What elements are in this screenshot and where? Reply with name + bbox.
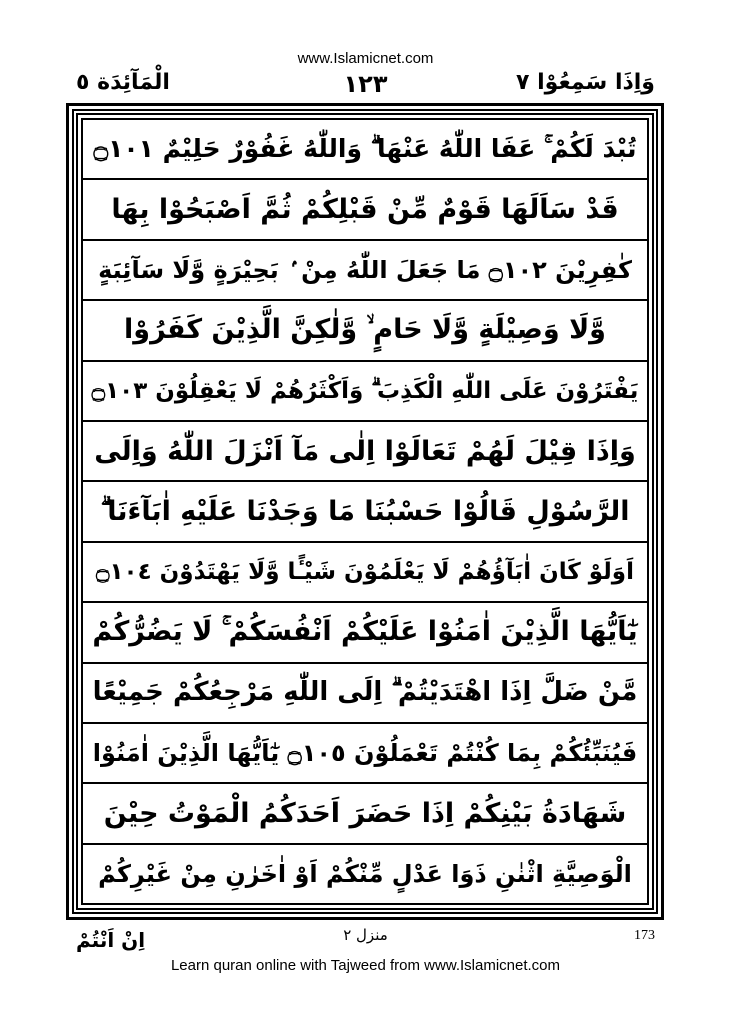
page-frame [66,103,664,920]
quran-line: مَّنْ ضَلَّ اِذَا اهْتَدَيْتُمْ ۗ اِلَى اللّٰهِ مَرْجِعُكُمْ جَمِيْعًا [83,664,647,724]
quran-line: قَدْ سَاَلَهَا قَوْمٌ مِّنْ قَبْلِكُمْ ثُمَّ اَصْبَحُوْا بِهَا [83,180,647,240]
quran-line: فَيُنَبِّئُكُمْ بِمَا كُنْتُمْ تَعْمَلُوْنَ ۝١٠٥ يٰٓاَيُّهَا الَّذِيْنَ اٰمَنُوْا [83,724,647,784]
quran-line: يٰٓاَيُّهَا الَّذِيْنَ اٰمَنُوْا عَلَيْكُمْ اَنْفُسَكُمْ ۚ لَا يَضُرُّكُمْ [83,603,647,663]
quran-line: تُبْدَ لَكُمْ ۚ عَفَا اللّٰهُ عَنْهَا ۗ وَاللّٰهُ غَفُوْرٌ حَلِيْمٌ ۝١٠١ [83,120,647,180]
bottom-note: Learn quran online with Tajweed from www.Islamicnet.com [170,957,561,974]
quran-line: كٰفِرِيْنَ ۝١٠٢ مَا جَعَلَ اللّٰهُ مِنْ ۢ بَحِيْرَةٍ وَّلَا سَآئِبَةٍ [83,241,647,301]
manzil-label: منزل ٢ [343,926,388,944]
page-number-arabic: ١٢٣ [343,70,388,98]
quran-line: اَوَلَوْ كَانَ اٰبَآؤُهُمْ لَا يَعْلَمُوْنَ شَيْـًٔا وَّلَا يَهْتَدُوْنَ ۝١٠٤ [83,543,647,603]
quran-line: شَهَادَةُ بَيْنِكُمْ اِذَا حَضَرَ اَحَدَكُمُ الْمَوْتُ حِيْنَ [83,784,647,844]
quran-line: الْوَصِيَّةِ اثْنٰنِ ذَوَا عَدْلٍ مِّنْكُمْ اَوْ اٰخَرٰنِ مِنْ غَيْرِكُمْ [98,859,632,888]
catchword: اِنْ اَنْتُمْ [76,928,146,952]
page-number: 173 [634,928,655,943]
quran-line: يَفْتَرُوْنَ عَلَى اللّٰهِ الْكَذِبَ ۗ وَاَكْثَرُهُمْ لَا يَعْقِلُوْنَ ۝١٠٣ [83,362,647,422]
site-url: www.Islamicnet.com [297,50,434,67]
surah-name: الْمَآئِدَة ٥ [76,70,170,95]
quran-lines [83,120,647,903]
quran-line: وَّلَا وَصِيْلَةٍ وَّلَا حَامٍ ۙ وَّلٰكِنَّ الَّذِيْنَ كَفَرُوْا [83,301,647,361]
juz-name: وَاِذَا سَمِعُوْا ٧ [516,70,655,95]
quran-line: وَاِذَا قِيْلَ لَهُمْ تَعَالَوْا اِلٰى مَآ اَنْزَلَ اللّٰهُ وَاِلَى [83,422,647,482]
quran-line: الرَّسُوْلِ قَالُوْا حَسْبُنَا مَا وَجَدْنَا عَلَيْهِ اٰبَآءَنَا ۗ [83,482,647,542]
